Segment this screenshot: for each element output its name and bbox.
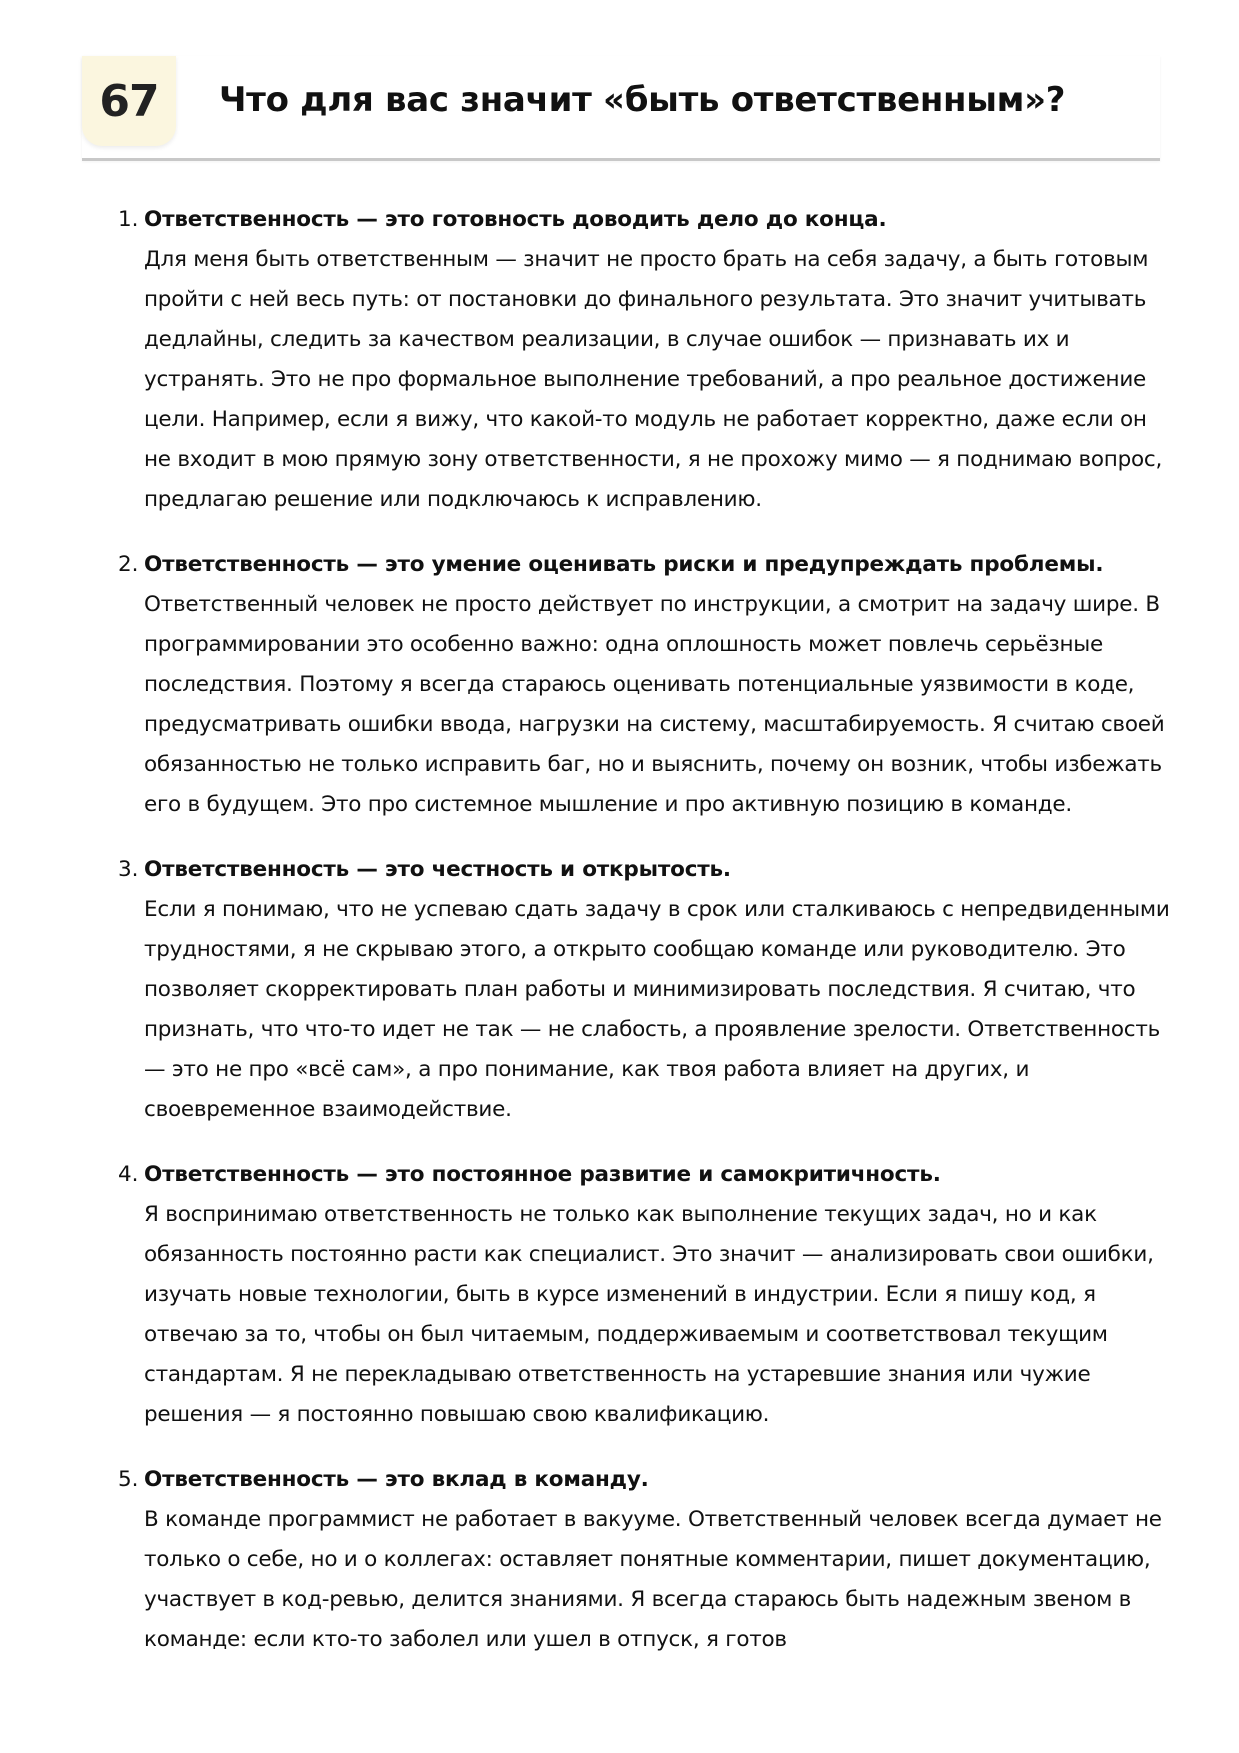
item-number: 3. bbox=[118, 857, 139, 882]
list-item bbox=[82, 200, 1172, 520]
item-number: 2. bbox=[118, 552, 139, 577]
item-body: В команде программист не работает в вакууме. Ответственный человек всегда думает не только о себе, но и о коллегах: оставляет понятные комментарии, пишет документацию, участвует в код-ревью, делится знаниями. Я всегда стараюсь быть надежным звеном в команде: если кто-то заболел или ушел в отпуск, я готов bbox=[144, 1507, 1162, 1652]
item-body: Я воспринимаю ответственность не только как выполнение текущих задач, но и как обязанность постоянно расти как специалист. Это значит — анализировать свои ошибки, изучать новые технологии, быть в курсе изменений в индустрии. Если я пишу код, я отвечаю за то, чтобы он был читаемым, поддерживаемым и соответствовал текущим стандартам. Я не перекладываю ответственность на устаревшие знания или чужие решения — я постоянно повышаю свою квалификацию. bbox=[144, 1202, 1154, 1427]
item-body: Ответственный человек не просто действует по инструкции, а смотрит на задачу шире. В программировании это особенно важно: одна оплошность может повлечь серьёзные последствия. Поэтому я всегда стараюсь оценивать потенциальные уязвимости в коде, предусматривать ошибки ввода, нагрузки на систему, масштабируемость. Я считаю своей обязанностью не только исправить баг, но и выяснить, почему он возник, чтобы избежать его в будущем. Это про системное мышление и про активную позицию в команде. bbox=[144, 592, 1165, 817]
item-number: 1. bbox=[118, 207, 139, 232]
item-body: Если я понимаю, что не успеваю сдать задачу в срок или сталкиваюсь с непредвиденными трудностями, я не скрываю этого, а открыто сообщаю команде или руководителю. Это позволяет скорректировать план работы и минимизировать последствия. Я считаю, что признать, что что-то идет не так — не слабость, а проявление зрелости. Ответственность — это не про «всё сам», а про понимание, как твоя работа влияет на других, и своевременное взаимодействие. bbox=[144, 897, 1170, 1122]
item-heading: Ответственность — это честность и открытость. bbox=[144, 857, 731, 882]
list-item bbox=[82, 1155, 1172, 1435]
list-item bbox=[82, 850, 1172, 1130]
question-header bbox=[82, 56, 1160, 161]
question-title: Что для вас значит «быть ответственным»? bbox=[219, 80, 1066, 120]
list-item bbox=[82, 545, 1172, 825]
item-number: 4. bbox=[118, 1162, 139, 1187]
question-number-badge bbox=[82, 56, 176, 146]
list-item bbox=[82, 1460, 1172, 1660]
item-body: Для меня быть ответственным — значит не просто брать на себя задачу, а быть готовым пройти с ней весь путь: от постановки до финального результата. Это значит учитывать дедлайны, следить за качеством реализации, в случае ошибок — признавать их и устранять. Это не про формальное выполнение требований, а про реальное достижение цели. Например, если я вижу, что какой-то модуль не работает корректно, даже если он не входит в мою прямую зону ответственности, я не прохожу мимо — я поднимаю вопрос, предлагаю решение или подключаюсь к исправлению. bbox=[144, 247, 1163, 512]
item-heading: Ответственность — это готовность доводить дело до конца. bbox=[144, 207, 887, 232]
item-heading: Ответственность — это постоянное развитие и самокритичность. bbox=[144, 1162, 941, 1187]
item-heading: Ответственность — это умение оценивать риски и предупреждать проблемы. bbox=[144, 552, 1104, 577]
item-heading: Ответственность — это вклад в команду. bbox=[144, 1467, 649, 1492]
item-number: 5. bbox=[118, 1467, 139, 1492]
question-number: 67 bbox=[99, 75, 159, 127]
answer-list bbox=[82, 200, 1172, 1685]
